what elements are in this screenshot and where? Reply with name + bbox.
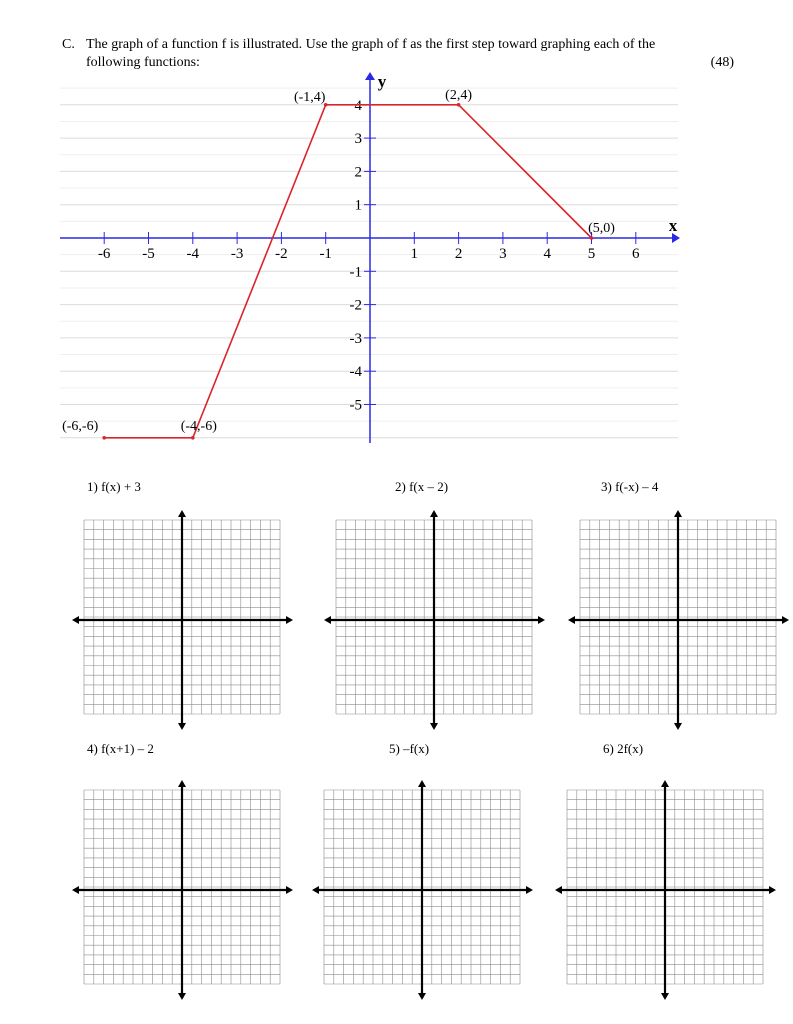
x-tick-label: -1 — [319, 246, 332, 262]
grid-y-arrow-up — [178, 780, 186, 787]
blank-grid-3[interactable] — [566, 508, 791, 732]
y-axis-arrow — [365, 72, 375, 80]
y-tick-label: 2 — [354, 164, 362, 181]
grid-x-arrow-left — [72, 616, 79, 624]
grid-x-arrow-left — [555, 886, 562, 894]
grid-x-arrow-right — [538, 616, 545, 624]
x-tick-label: 5 — [587, 246, 596, 262]
point-label: (-4,-6) — [180, 418, 217, 434]
task-3-label: 3) f(-x) – 4 — [601, 479, 659, 494]
problem-instructions-line2: following functions: — [86, 55, 200, 70]
grid-x-arrow-left — [324, 616, 331, 624]
blank-grid-5[interactable] — [310, 778, 535, 1002]
point-label: (-1,4) — [293, 89, 326, 105]
point-label: (2,4) — [445, 87, 473, 103]
grid-y-arrow-down — [430, 723, 438, 730]
function-f-graph — [0, 0, 793, 460]
grid-y-arrow-down — [674, 723, 682, 730]
blank-grid-6[interactable] — [553, 778, 778, 1002]
problem-instructions-line1: The graph of a function f is illustrated. Use the graph of f as the first step toward graphing each of the — [86, 37, 656, 52]
data-point — [590, 236, 594, 240]
y-axis-label: y — [377, 72, 387, 91]
grid-x-arrow-left — [72, 886, 79, 894]
x-tick-label: -5 — [142, 246, 155, 262]
y-tick-label: 1 — [354, 197, 362, 214]
task-5-label: 5) –f(x) — [389, 741, 430, 756]
task-2-label: 2) f(x – 2) — [395, 479, 449, 494]
grid-y-arrow-down — [661, 993, 669, 1000]
y-tick-label: -1 — [349, 264, 362, 281]
y-tick-label: -5 — [349, 397, 362, 414]
grid-x-arrow-right — [526, 886, 533, 894]
x-tick-label: 3 — [499, 246, 507, 262]
grid-y-arrow-up — [178, 510, 186, 517]
y-tick-label: -3 — [349, 330, 362, 347]
blank-grid-1[interactable] — [70, 508, 295, 732]
x-tick-label: 2 — [454, 246, 463, 262]
y-tick-label: 4 — [354, 97, 362, 114]
task-4-label: 4) f(x+1) – 2 — [87, 741, 154, 756]
data-point — [457, 103, 461, 107]
point-label: (5,0) — [588, 221, 615, 236]
blank-grid-4[interactable] — [70, 778, 295, 1002]
grid-y-arrow-down — [178, 993, 186, 1000]
grid-y-arrow-up — [661, 780, 669, 787]
grid-y-arrow-up — [430, 510, 438, 517]
y-tick-label: 3 — [354, 131, 362, 148]
x-tick-label: 4 — [543, 246, 551, 262]
x-tick-label: -4 — [186, 246, 200, 262]
x-tick-label: -2 — [275, 246, 288, 262]
y-tick-label: -4 — [349, 364, 362, 381]
grid-y-arrow-down — [178, 723, 186, 730]
data-point — [191, 436, 195, 440]
grid-x-arrow-right — [286, 616, 293, 624]
grid-y-arrow-down — [418, 993, 426, 1000]
grid-x-arrow-right — [782, 616, 789, 624]
y-tick-label: -2 — [349, 297, 362, 314]
x-tick-label: 1 — [410, 246, 419, 262]
grid-y-arrow-up — [674, 510, 682, 517]
blank-grid-2[interactable] — [322, 508, 547, 732]
x-tick-label: -3 — [230, 246, 244, 262]
grid-x-arrow-left — [312, 886, 319, 894]
x-tick-label: -6 — [97, 246, 111, 262]
gridlines — [60, 88, 678, 438]
grid-x-arrow-right — [769, 886, 776, 894]
problem-points: (48) — [710, 55, 734, 70]
task-1-label: 1) f(x) + 3 — [87, 479, 141, 494]
problem-letter: C. — [62, 37, 75, 52]
x-axis-label: x — [668, 216, 678, 235]
point-label: (-6,-6) — [62, 418, 99, 434]
grid-x-arrow-left — [568, 616, 575, 624]
grid-x-arrow-right — [286, 886, 293, 894]
x-tick-label: 6 — [632, 246, 640, 262]
grid-y-arrow-up — [418, 780, 426, 787]
task-6-label: 6) 2f(x) — [603, 741, 644, 756]
data-point — [102, 436, 106, 440]
